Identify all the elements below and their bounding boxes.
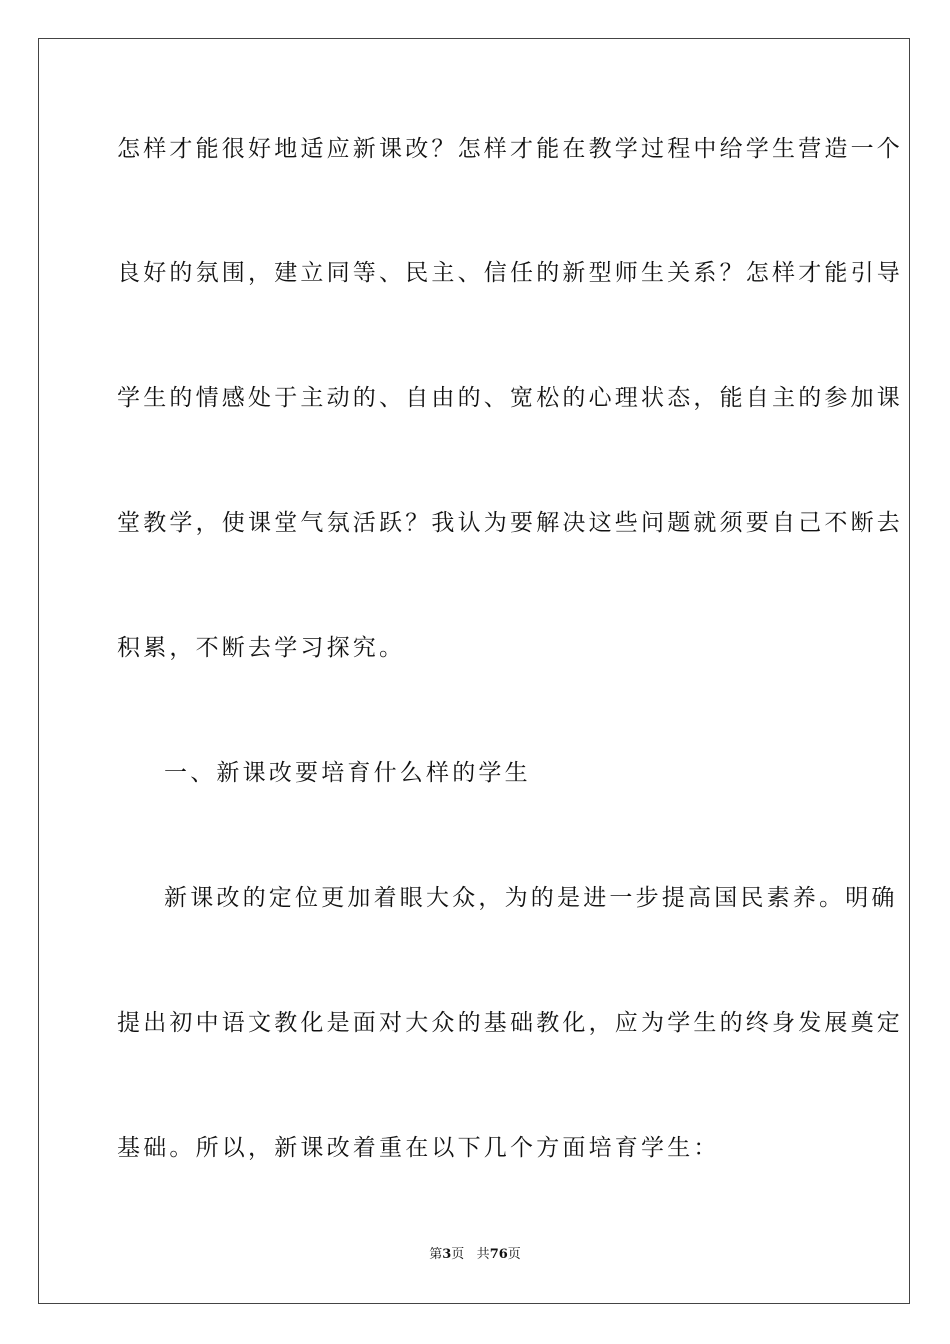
page-footer <box>0 1246 950 1264</box>
paragraph-line-5: 积累，不断去学习探究。 <box>117 635 406 661</box>
total-prefix: 共 <box>476 1247 490 1262</box>
total-suffix: 页 <box>507 1247 521 1262</box>
page-border <box>38 38 910 1304</box>
paragraph-line-1: 怎样才能很好地适应新课改？怎样才能在教学过程中给学生营造一个 <box>117 136 903 162</box>
page-suffix: 页 <box>451 1247 465 1262</box>
paragraph-line-2: 良好的氛围，建立同等、民主、信任的新型师生关系？怎样才能引导 <box>117 260 903 286</box>
paragraph-line-6: 新课改的定位更加着眼大众，为的是进一步提高国民素养。明确 <box>164 885 898 911</box>
page-prefix: 第 <box>429 1247 443 1262</box>
paragraph-line-3: 学生的情感处于主动的、自由的、宽松的心理状态，能自主的参加课 <box>117 385 903 411</box>
paragraph-line-4: 堂教学，使课堂气氛活跃？我认为要解决这些问题就须要自己不断去 <box>117 510 903 536</box>
paragraph-line-8: 基础。所以，新课改着重在以下几个方面培育学生： <box>117 1135 720 1161</box>
page-number: 3 <box>442 1247 452 1262</box>
paragraph-line-7: 提出初中语文教化是面对大众的基础教化，应为学生的终身发展奠定 <box>117 1010 903 1036</box>
section-heading: 一、新课改要培育什么样的学生 <box>164 760 531 786</box>
total-pages: 76 <box>489 1247 508 1262</box>
